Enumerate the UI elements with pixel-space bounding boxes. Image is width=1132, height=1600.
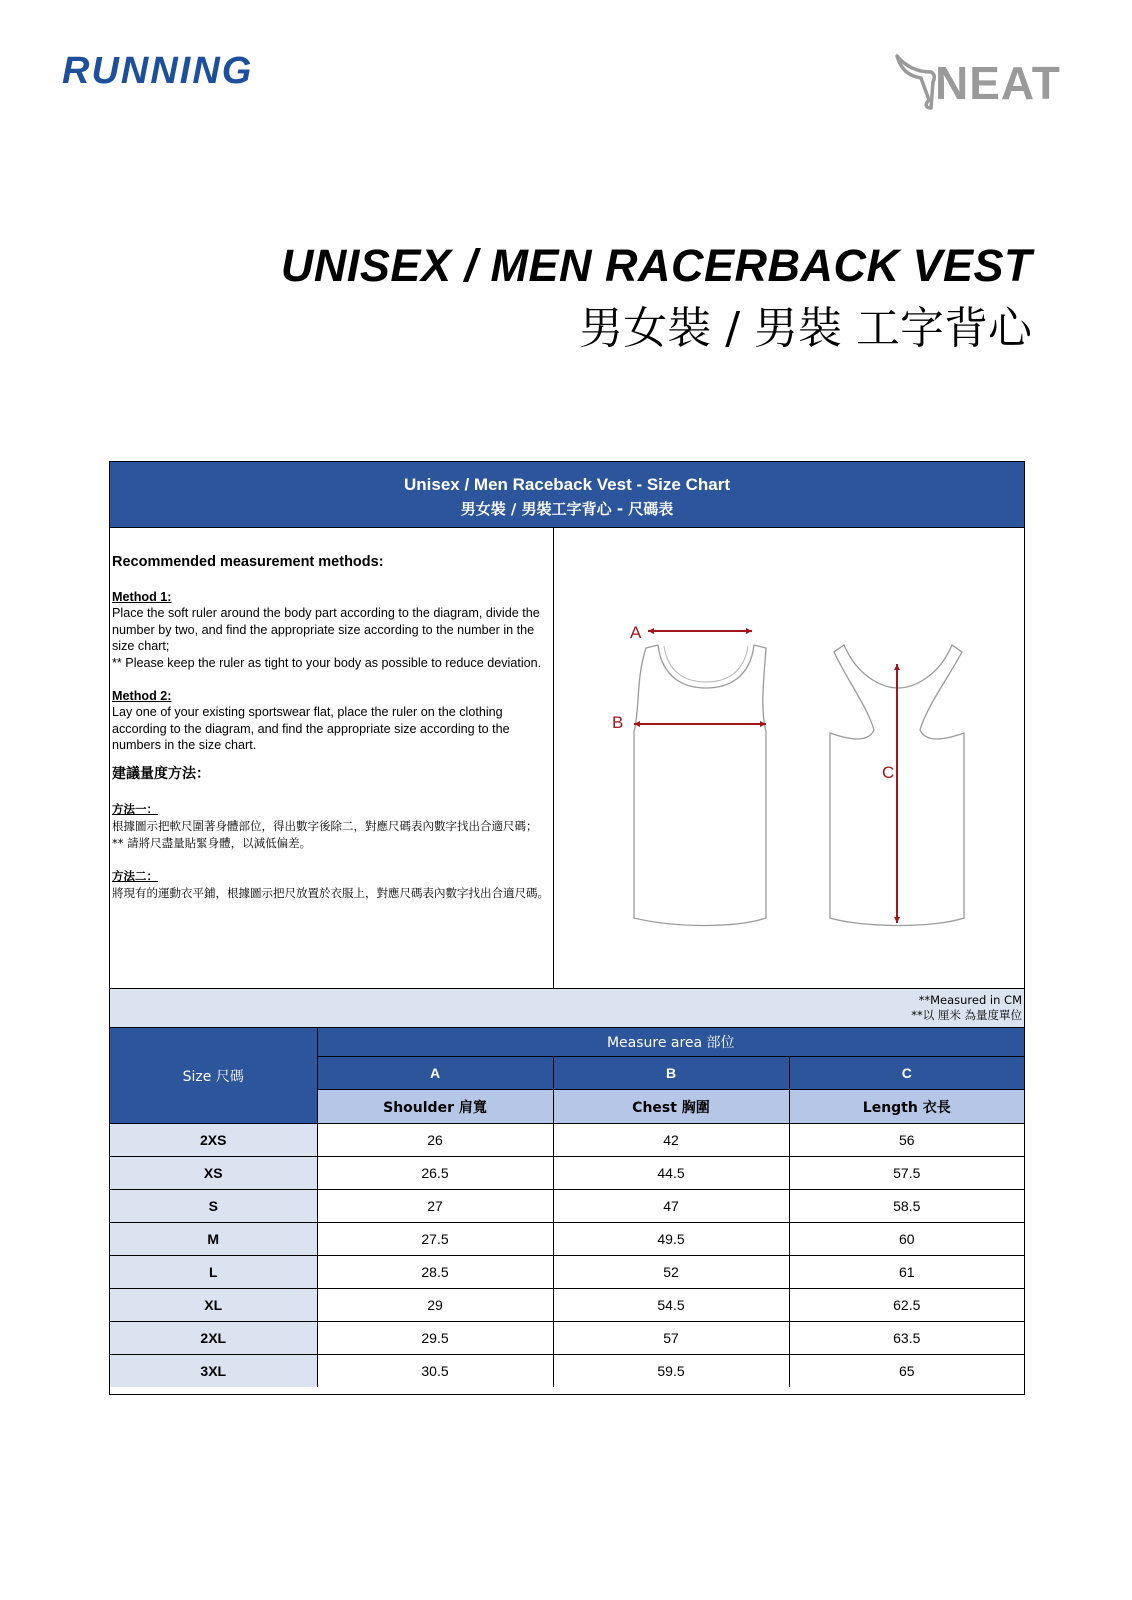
shoulder-cell: 26.5 — [317, 1157, 553, 1190]
column-letter-a: A — [317, 1057, 553, 1090]
method1-text: Place the soft ruler around the body part according to the diagram, divide the number by two, and find the appropriate size according to the number in the size chart; — [112, 606, 540, 654]
method1-note-zh: ** 請將尺盡量貼緊身體，以減低偏差。 — [112, 835, 312, 850]
table-row — [110, 1355, 1024, 1388]
column-name-shoulder: Shoulder 肩寬 — [317, 1090, 553, 1124]
size-chart-header — [110, 462, 1024, 528]
method1-text-zh: 根據圖示把軟尺圍著身體部位，得出數字後除二，對應尺碼表內數字找出合適尺碼； — [112, 818, 538, 833]
length-cell: 56 — [789, 1124, 1024, 1157]
size-cell: 2XL — [110, 1322, 317, 1355]
page-title-zh: 男女裝 / 男裝 工字背心 — [579, 303, 1032, 354]
length-cell: 58.5 — [789, 1190, 1024, 1223]
chest-cell: 59.5 — [553, 1355, 789, 1388]
column-letter-b: B — [553, 1057, 789, 1090]
neat-wordmark: NEAT — [935, 57, 1061, 109]
method2-text: Lay one of your existing sportswear flat, place the ruler on the clothing according to the diagram, and find the appropriate size according to the numbers in the size chart. — [112, 705, 510, 753]
vest-measurement-illustration — [554, 528, 1024, 988]
column-letter-c: C — [789, 1057, 1024, 1090]
measure-area-header: Measure area 部位 — [317, 1028, 1024, 1057]
size-cell: M — [110, 1223, 317, 1256]
table-row — [110, 1223, 1024, 1256]
size-cell: XS — [110, 1157, 317, 1190]
diagram-label-c: C — [882, 763, 895, 782]
table-row — [110, 1190, 1024, 1223]
page-title: UNISEX / MEN RACERBACK VEST — [280, 240, 1032, 291]
method1-title: Method 1: — [112, 589, 172, 604]
units-note — [110, 988, 1024, 1028]
chest-cell: 57 — [553, 1322, 789, 1355]
table-row — [110, 1322, 1024, 1355]
chest-cell: 52 — [553, 1256, 789, 1289]
shoulder-cell: 30.5 — [317, 1355, 553, 1388]
column-name-chest: Chest 胸圍 — [553, 1090, 789, 1124]
shoulder-cell: 27 — [317, 1190, 553, 1223]
instructions-heading-zh: 建議量度方法： — [112, 765, 210, 782]
length-cell: 65 — [789, 1355, 1024, 1388]
size-column-header: Size 尺碼 — [110, 1028, 317, 1124]
column-name-length: Length 衣長 — [789, 1090, 1024, 1124]
shoulder-cell: 29 — [317, 1289, 553, 1322]
vest-front-outline — [634, 645, 766, 926]
length-cell: 57.5 — [789, 1157, 1024, 1190]
shoulder-cell: 27.5 — [317, 1223, 553, 1256]
size-cell: XL — [110, 1289, 317, 1322]
method1-note: ** Please keep the ruler as tight to your body as possible to reduce deviation. — [112, 655, 542, 670]
length-cell: 60 — [789, 1223, 1024, 1256]
table-row — [110, 1124, 1024, 1157]
size-cell: 2XS — [110, 1124, 317, 1157]
method1-title-zh: 方法一： — [112, 801, 158, 816]
shoulder-cell: 26 — [317, 1124, 553, 1157]
method2-title: Method 2: — [112, 688, 172, 703]
size-chart-title-zh: 男女裝 / 男裝工字背心 - 尺碼表 — [460, 500, 674, 518]
instructions-heading: Recommended measurement methods: — [112, 554, 384, 570]
running-logo: RUNNING — [62, 50, 254, 92]
size-table — [110, 1028, 1024, 1387]
table-row — [110, 1289, 1024, 1322]
size-cell: L — [110, 1256, 317, 1289]
vest-diagram — [554, 528, 1024, 988]
chest-cell: 54.5 — [553, 1289, 789, 1322]
chest-cell: 42 — [553, 1124, 789, 1157]
chest-cell: 49.5 — [553, 1223, 789, 1256]
length-cell: 62.5 — [789, 1289, 1024, 1322]
length-cell: 61 — [789, 1256, 1024, 1289]
table-row — [110, 1256, 1024, 1289]
neat-logo — [895, 52, 1075, 112]
size-chart-frame — [109, 461, 1025, 1395]
measurement-instructions — [110, 528, 554, 988]
size-cell: 3XL — [110, 1355, 317, 1388]
shoulder-cell: 29.5 — [317, 1322, 553, 1355]
chest-cell: 47 — [553, 1190, 789, 1223]
shoulder-cell: 28.5 — [317, 1256, 553, 1289]
units-note-en: **Measured in CM — [918, 993, 1022, 1007]
length-cell: 63.5 — [789, 1322, 1024, 1355]
units-note-zh: **以 厘米 為量度單位 — [911, 1008, 1022, 1022]
size-cell: S — [110, 1190, 317, 1223]
method2-text-zh: 將現有的運動衣平鋪，根據圖示把尺放置於衣服上，對應尺碼表內數字找出合適尺碼。 — [112, 885, 549, 900]
diagram-label-a: A — [630, 623, 642, 642]
diagram-label-b: B — [612, 713, 624, 732]
chest-cell: 44.5 — [553, 1157, 789, 1190]
method2-title-zh: 方法二： — [112, 868, 158, 883]
size-chart-title: Unisex / Men Raceback Vest - Size Chart — [404, 475, 730, 494]
table-row — [110, 1157, 1024, 1190]
